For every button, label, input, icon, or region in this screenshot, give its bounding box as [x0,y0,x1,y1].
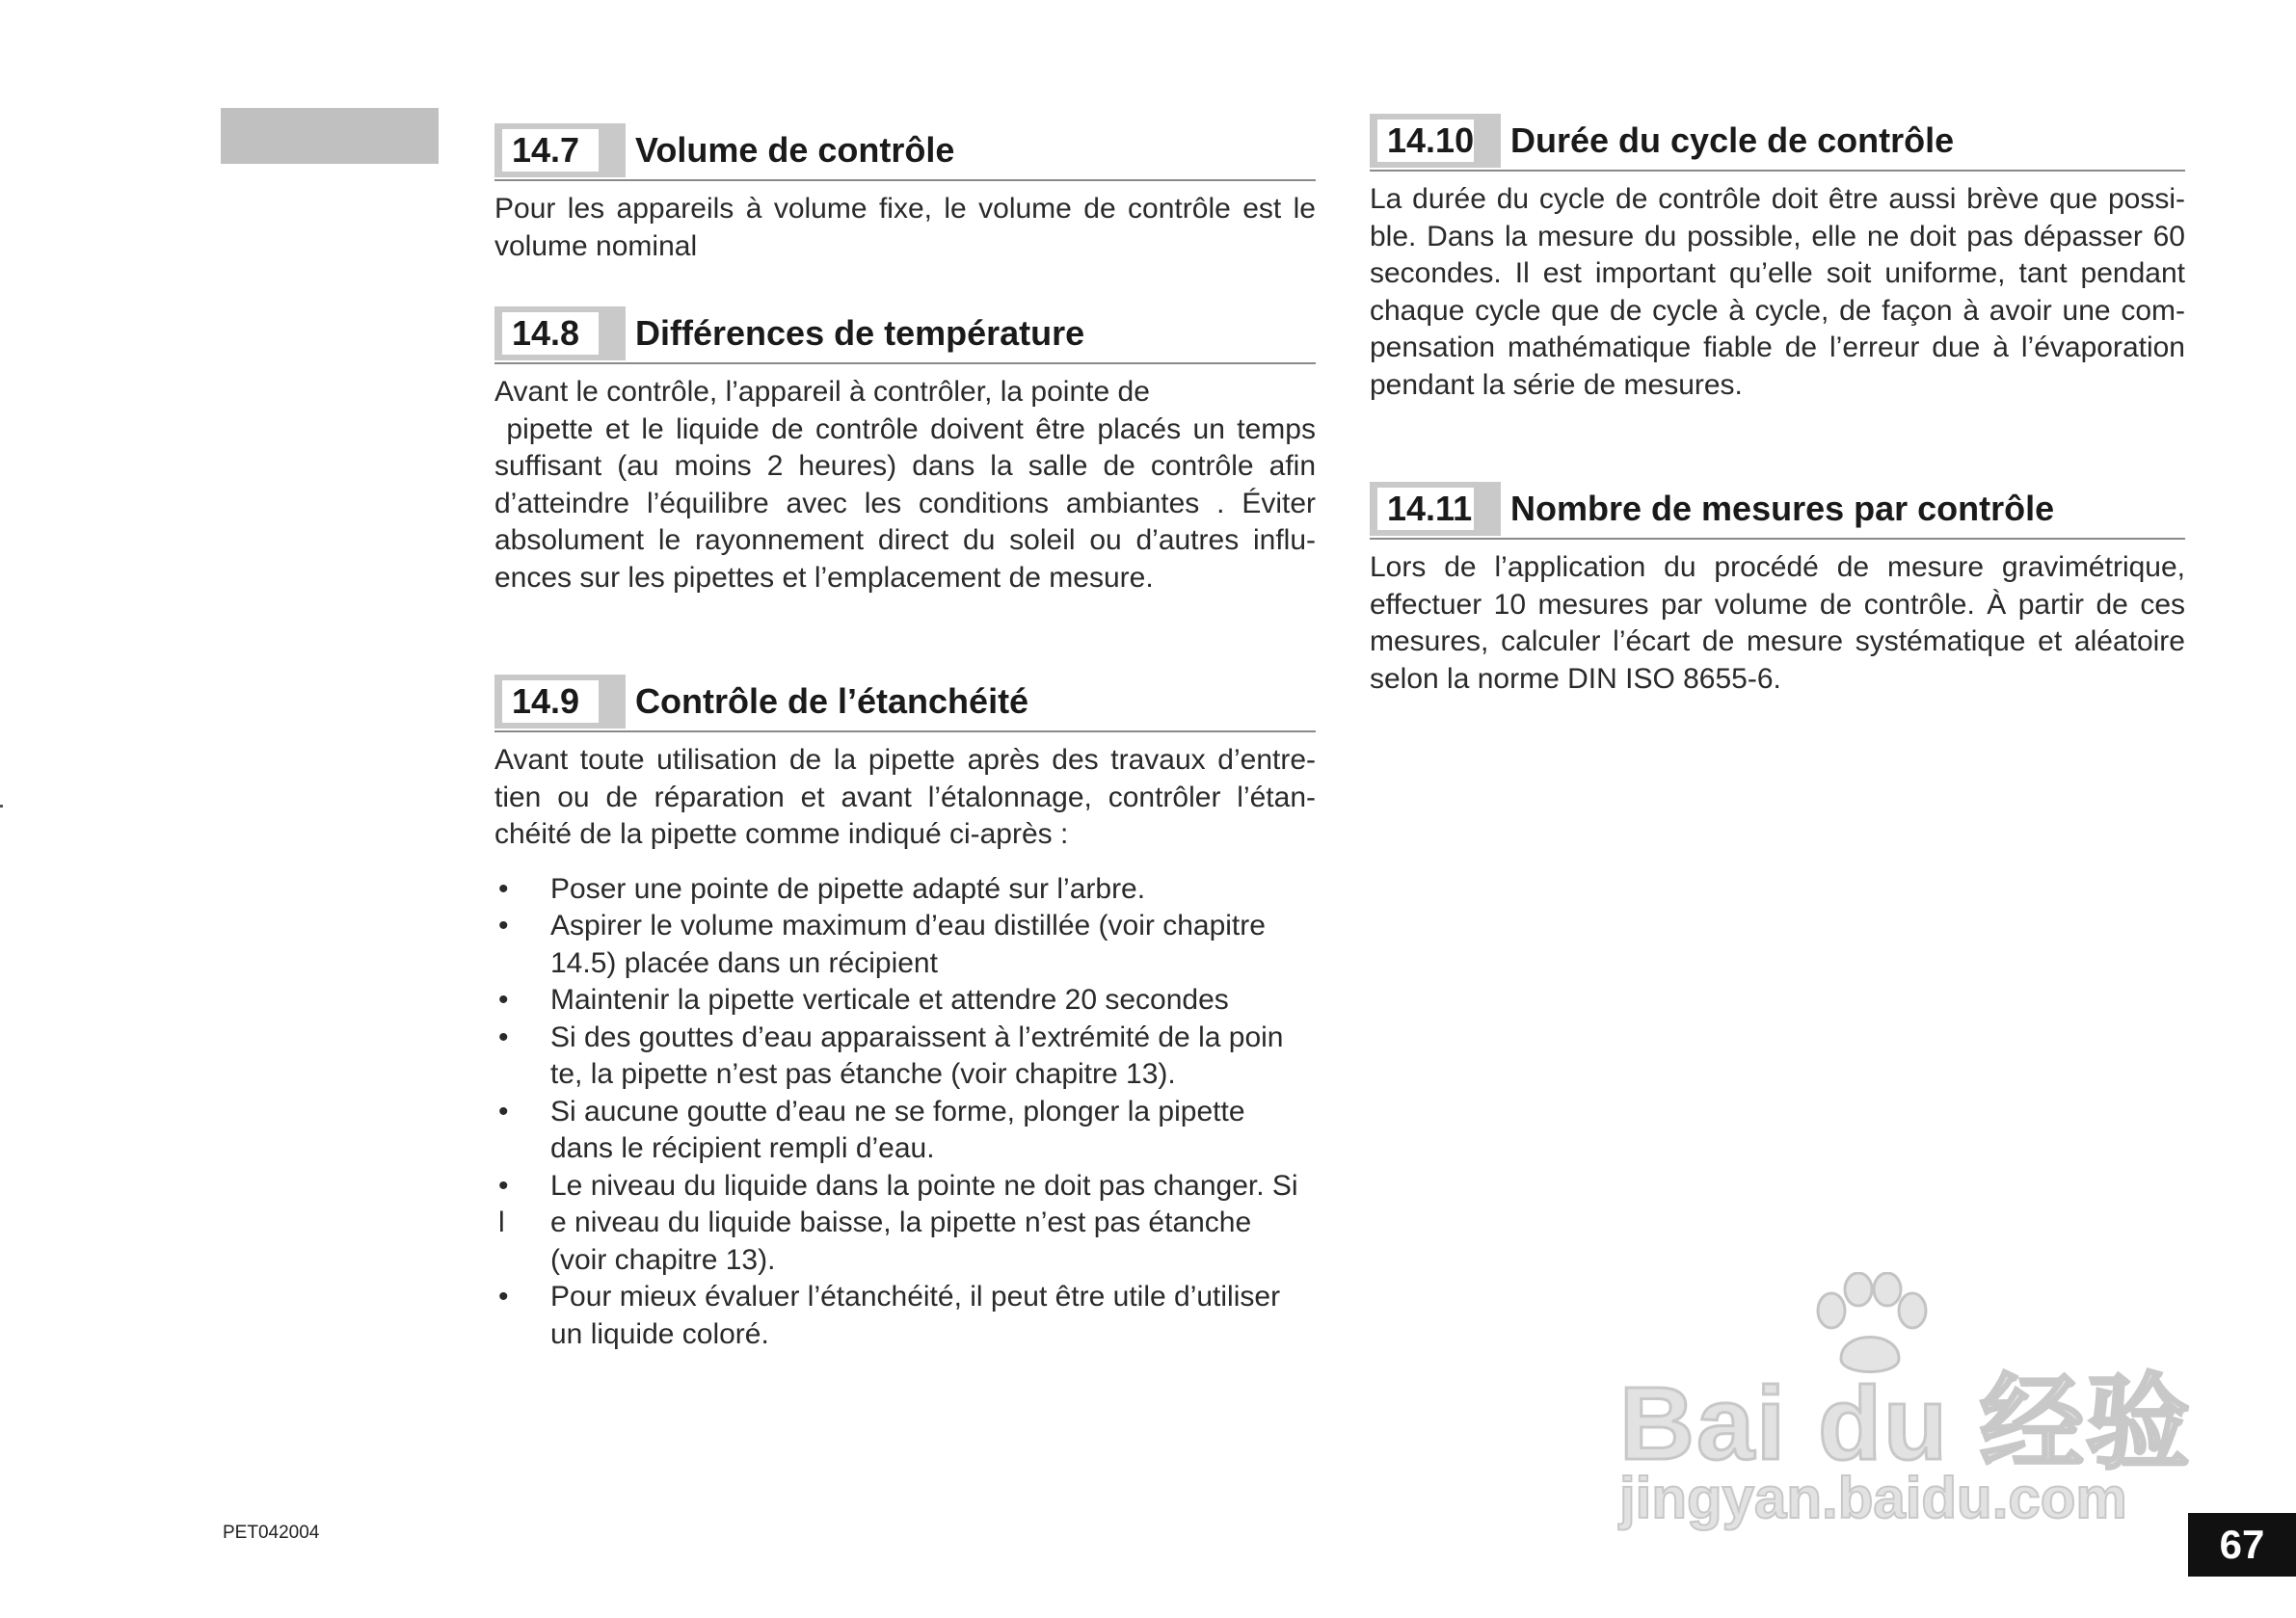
bullet-icon: • [498,1281,509,1313]
section-heading [494,123,1316,181]
section-number: 14.11 [1377,488,1474,530]
section-14-9 [494,675,1316,1353]
document-code: PET042004 [223,1523,320,1543]
list-item: • Si aucune goutte d’eau ne se forme, plonger la pipette dans le récipient rempli d’eau. [498,1095,1245,1164]
list-item: • Aspirer le volume maximum d’eau distillée (voir chapitre 14.5) placée dans un récipient [498,910,1266,979]
chapter-tab-marker [221,108,439,164]
watermark-logo: Bai du 经验 [1619,1365,2193,1481]
section-number: 14.7 [502,129,599,172]
bullet-icon: • [498,910,509,942]
procedure-list [494,871,1316,1354]
section-title: Nombre de mesures par contrôle [1510,489,2055,528]
list-item: • Pour mieux évaluer l’étanchéité, il peut être utile d’utiliser un liquide coloré. [498,1281,1281,1350]
section-14-11 [1370,482,2185,698]
bullet-icon: • [498,1021,509,1053]
section-number: 14.10 [1377,119,1474,162]
section-heading [1370,482,2185,540]
section-number: 14.9 [502,680,599,723]
edge-mark [0,805,3,808]
list-item: • Poser une pointe de pipette adapté sur l’arbre. [494,871,1316,909]
section-title: Contrôle de l’étanchéité [635,681,1029,721]
list-item: l e niveau du liquide baisse, la pipette n’est pas étanche (voir chapitre 13). [498,1207,1252,1276]
bullet-icon: • [498,872,509,905]
bullet-icon: • [498,1169,509,1202]
list-item: • Maintenir la pipette verticale et attendre 20 secondes [494,982,1316,1020]
section-heading [1370,114,2185,172]
section-body: Lors de l’application du procédé de mesure gravimétrique, effectuer 10 mesures par volume de contrôle. À partir de ces mesures, calculer l’écart de mesure systématique et aléatoire selon la norme DIN ISO 8655-6. [1370,551,2185,695]
bullet-icon: l [498,1207,505,1238]
baidu-watermark [1619,1272,2193,1530]
section-body: Pour les appareils à volume fixe, le volume de contrôle est le volume nominal [494,193,1316,262]
section-heading [494,675,1316,732]
section-heading [494,306,1316,364]
list-item: • Le niveau du liquide dans la pointe ne doit pas changer. Si [494,1168,1316,1206]
section-body: La durée du cycle de contrôle doit être aussi brève que possi- ble. Dans la mesure du possible, elle ne doit pas dépasser 60 secondes. Il est important qu’elle soit uniforme, tant pendant chaque cycle que de cycle à cycle, de façon à avoir une com- pensation mathématique fiable de l’erreur due à l’évaporation pendant la série de mesures. [1370,183,2185,401]
section-title: Durée du cycle de contrôle [1510,120,1955,160]
bullet-icon: • [498,1095,509,1127]
watermark-url: jingyan.baidu.com [1619,1466,2127,1530]
section-14-7 [494,123,1316,265]
section-body: Avant toute utilisation de la pipette après des travaux d’entre- tien ou de réparation et avant l’étalonnage, contrôler l’étan- chéité de la pipette comme indiqué ci-après : [494,744,1316,850]
section-number: 14.8 [502,312,599,355]
section-14-8 [494,306,1316,597]
section-body: Avant le contrôle, l’appareil à contrôler, la pointe de pipette et le liquide de contrôle doivent être placés un temps suffisant (au moins 2 heures) dans la salle de contrôle afin d’atteindre l’équilibre avec les conditions ambiantes . Éviter absolument le rayonnement direct du soleil ou d’autres influ- ences sur les pipettes et l’emplacement de mesure. [494,376,1316,594]
section-title: Différences de température [635,313,1085,353]
page-number: 67 [2188,1513,2296,1577]
list-item: • Si des gouttes d’eau apparaissent à l’extrémité de la poin te, la pipette n’est pas étanche (voir chapitre 13). [498,1021,1284,1090]
section-14-10 [1370,114,2185,404]
bullet-icon: • [498,984,509,1016]
section-title: Volume de contrôle [635,130,955,170]
